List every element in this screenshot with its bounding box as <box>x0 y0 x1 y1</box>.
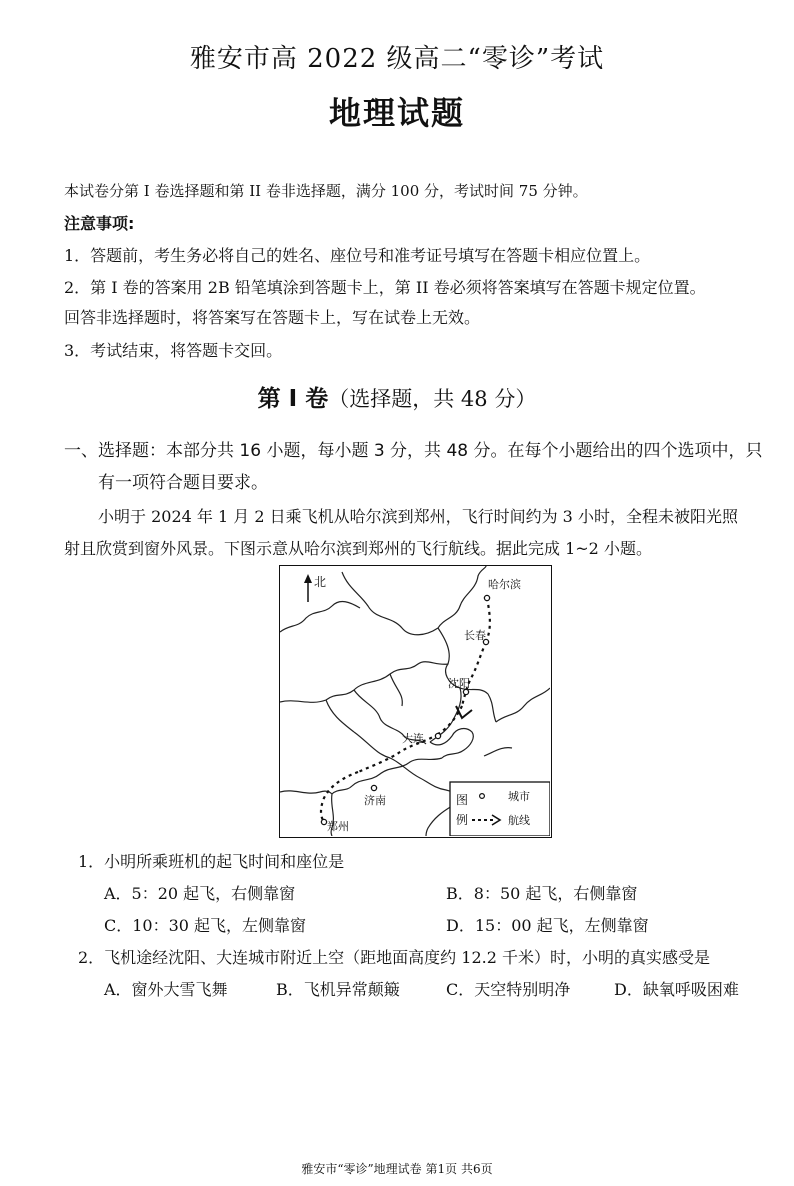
city-label-dalian: 大连 <box>402 732 424 745</box>
intro-text: 本试卷分第 I 卷选择题和第 II 卷非选择题，满分 100 分，考试时间 75 分钟。 <box>64 182 588 200</box>
section-heading-rest: （选择题，共 48 分） <box>328 387 537 411</box>
legend-route-label: 航线 <box>508 814 530 827</box>
legend-title-1: 图 <box>456 793 469 807</box>
city-marker-dalian <box>435 733 440 738</box>
question-2-stem: 2．飞机途经沈阳、大连城市附近上空（距地面高度约 12.2 千米）时，小明的真实感受是 <box>78 948 710 967</box>
question-1-option-b: B．8：50 起飞，右侧靠窗 <box>446 884 638 903</box>
subject-title: 地理试题 <box>328 94 465 132</box>
notice-item-1: 1．答题前，考生务必将自己的姓名、座位号和准考证号填写在答题卡相应位置上。 <box>64 246 651 265</box>
question-1-option-a: A．5：20 起飞，右侧靠窗 <box>104 884 296 903</box>
question-2-option-c: C．天空特别明净 <box>446 980 571 999</box>
city-label-harbin: 哈尔滨 <box>488 578 521 591</box>
notice-item-3: 3．考试结束，将答题卡交回。 <box>64 341 283 360</box>
question-2-option-d: D．缺氧呼吸困难 <box>614 980 739 999</box>
question-1-stem: 1．小明所乘班机的起飞时间和座位是 <box>78 852 345 871</box>
notice-item-2-cont: 回答非选择题时，将答案写在答题卡上，写在试卷上无效。 <box>64 308 481 327</box>
page-footer: 雅安市“零诊”地理试卷 第1页 共6页 <box>301 1162 493 1176</box>
instruction-line-2: 有一项符合题目要求。 <box>98 473 268 493</box>
notice-heading: 注意事项: <box>64 214 135 233</box>
passage-line-2: 射且欣赏到窗外风景。下图示意从哈尔滨到郑州的飞行航线。据此完成 1~2 小题。 <box>64 539 652 558</box>
map-legend <box>450 782 550 836</box>
instruction-line-1: 一、选择题：本部分共 16 小题，每小题 3 分，共 48 分。在每个小题给出的四个选项中，只 <box>64 441 763 461</box>
legend-city-icon <box>480 794 485 799</box>
notice-item-2: 2．第 I 卷的答案用 2B 铅笔填涂到答题卡上，第 II 卷必须将答案填写在答题卡规定位置。 <box>64 278 706 297</box>
passage-line-1: 小明于 2024 年 1 月 2 日乘飞机从哈尔滨到郑州，飞行时间约为 3 小时，全程未被阳光照 <box>98 507 738 526</box>
question-2-option-b: B．飞机异常颠簸 <box>276 980 400 999</box>
city-marker-jinan <box>371 785 376 790</box>
flight-route-map <box>279 565 552 838</box>
question-2-option-a: A．窗外大雪飞舞 <box>104 980 228 999</box>
legend-title-2: 例 <box>456 813 469 827</box>
city-label-shenyang: 沈阳 <box>448 677 470 690</box>
exam-title: 雅安市高 2022 级高二“零诊”考试 <box>189 44 605 74</box>
city-label-zhengzhou: 郑州 <box>327 820 349 833</box>
city-label-jinan: 济南 <box>364 794 386 807</box>
section-heading <box>0 380 794 413</box>
question-1-option-c: C．10：30 起飞，左侧靠窗 <box>104 916 307 935</box>
north-arrow-icon <box>304 574 312 602</box>
city-marker-zhengzhou <box>321 819 326 824</box>
map-svg <box>280 566 550 836</box>
city-marker-shenyang <box>463 689 468 694</box>
city-marker-harbin <box>484 595 489 600</box>
legend-city-label: 城市 <box>508 790 530 803</box>
city-label-changchun: 长春 <box>464 629 486 642</box>
north-label: 北 <box>314 575 327 589</box>
section-heading-main: 第 I 卷 <box>257 386 329 412</box>
question-1-option-d: D．15：00 起飞，左侧靠窗 <box>446 916 649 935</box>
